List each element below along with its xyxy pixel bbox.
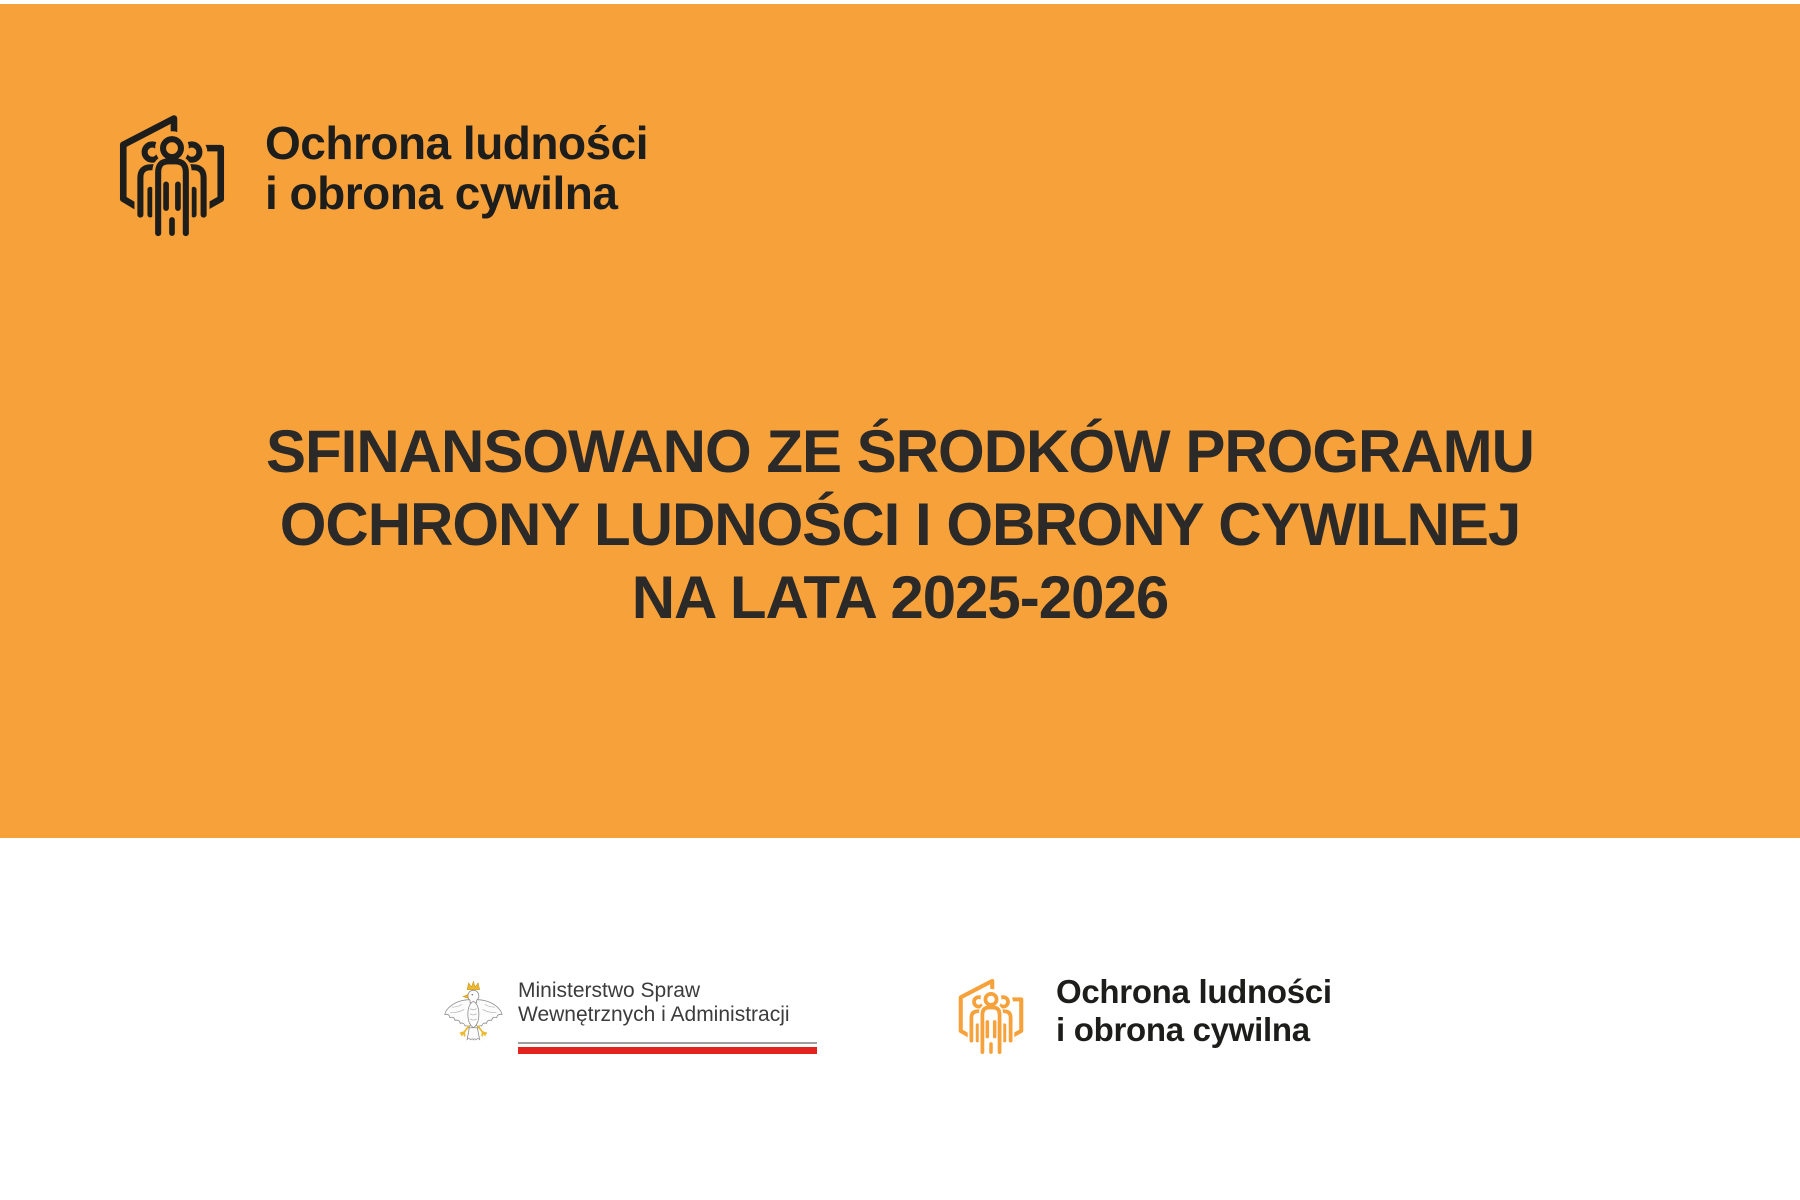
polish-eagle-icon	[440, 978, 506, 1054]
civil-protection-logo-icon	[106, 104, 238, 241]
ministry-name	[518, 979, 817, 1027]
flag-divider	[518, 1042, 817, 1054]
flag-divider-gray-stripe	[518, 1042, 817, 1044]
funding-statement-line1: SFINANSOWANO ZE ŚRODKÓW PROGRAMU	[266, 418, 1534, 485]
ministry-name-line2: Wewnętrznych i Administracji	[518, 1003, 790, 1026]
funding-statement	[0, 415, 1800, 634]
civil-protection-brand-bottom	[950, 972, 1332, 1057]
brand-bottom-wordmark	[1056, 973, 1332, 1049]
civil-protection-brand-top	[106, 104, 648, 241]
funding-statement-line2: OCHRONY LUDNOŚCI I OBRONY CYWILNEJ	[279, 491, 1521, 558]
brand-top-line1: Ochrona ludności	[265, 117, 649, 169]
flag-divider-red-stripe	[518, 1047, 817, 1054]
brand-bottom-line1: Ochrona ludności	[1056, 973, 1332, 1010]
ministry-name-line1: Ministerstwo Spraw	[518, 979, 701, 1002]
ministry-lockup	[440, 977, 817, 1054]
funding-statement-line3: NA LATA 2025-2026	[631, 564, 1169, 631]
civil-protection-logo-orange-icon	[950, 972, 1032, 1057]
brand-top-wordmark	[265, 118, 648, 218]
brand-bottom-line2: i obrona cywilna	[1056, 1011, 1310, 1048]
brand-top-line2: i obrona cywilna	[265, 167, 618, 219]
